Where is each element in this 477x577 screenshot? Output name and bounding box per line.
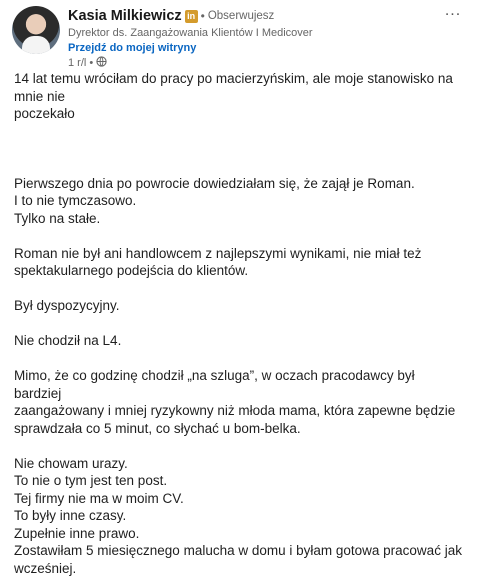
post-header <box>12 6 467 66</box>
post-paragraph <box>14 245 463 280</box>
post-line: Zupełnie inne prawo. <box>14 525 463 543</box>
post-line: poczekało <box>14 105 463 123</box>
author-name-row <box>68 6 427 26</box>
post-line: Był dyspozycyjny. <box>14 297 463 315</box>
post-line: wcześniej. <box>14 560 463 577</box>
post-line: Nie chowam urazy. <box>14 455 463 473</box>
post-line: Mimo, że co godzinę chodził „na szluga”, w oczach pracodawcy był bardziej <box>14 367 463 402</box>
website-link[interactable]: Przejdź do mojej witryny <box>68 41 427 56</box>
post-paragraph <box>14 175 463 228</box>
post-paragraph <box>14 367 463 437</box>
post-line: 14 lat temu wróciłam do pracy po macierzyńskim, ale moje stanowisko na mnie nie <box>14 70 463 105</box>
author-meta <box>68 6 427 71</box>
post-line: To nie o tym jest ten post. <box>14 472 463 490</box>
post-paragraph <box>14 332 463 350</box>
post-body <box>14 70 463 577</box>
post-line: I to nie tymczasowo. <box>14 192 463 210</box>
more-options-button[interactable]: ... <box>439 2 467 24</box>
author-name[interactable]: Kasia Milkiewicz <box>68 8 182 24</box>
linkedin-premium-badge-icon: in <box>185 10 198 23</box>
post-line: zaangażowany i mniej ryzykowny niż młoda mama, która zapewne będzie <box>14 402 463 420</box>
post-line: Pierwszego dnia po powrocie dowiedziałam się, że zajął je Roman. <box>14 175 463 193</box>
post-line: Zostawiłam 5 miesięcznego malucha w domu i byłam gotowa pracować jak <box>14 542 463 560</box>
post-paragraph <box>14 297 463 315</box>
post-line: spektakularnego podejścia do klientów. <box>14 262 463 280</box>
post-paragraph <box>14 455 463 577</box>
post-time: 1 r/l • <box>68 56 93 71</box>
author-headline: Dyrektor ds. Zaangażowania Klientów I Medicover <box>68 26 427 41</box>
separator-dot: • <box>201 9 205 23</box>
post-line: sprawdzała co 5 minut, co słychać u bom-belka. <box>14 420 463 438</box>
post-line: Roman nie był ani handlowcem z najlepszymi wynikami, nie miał też <box>14 245 463 263</box>
post-intro <box>14 70 463 123</box>
avatar[interactable] <box>12 6 60 54</box>
post-time-row <box>68 56 427 71</box>
post-line: Nie chodził na L4. <box>14 332 463 350</box>
follow-status: Obserwujesz <box>208 10 274 22</box>
post-line: Tej firmy nie ma w moim CV. <box>14 490 463 508</box>
post-line: To były inne czasy. <box>14 507 463 525</box>
post-line: Tylko na stałe. <box>14 210 463 228</box>
